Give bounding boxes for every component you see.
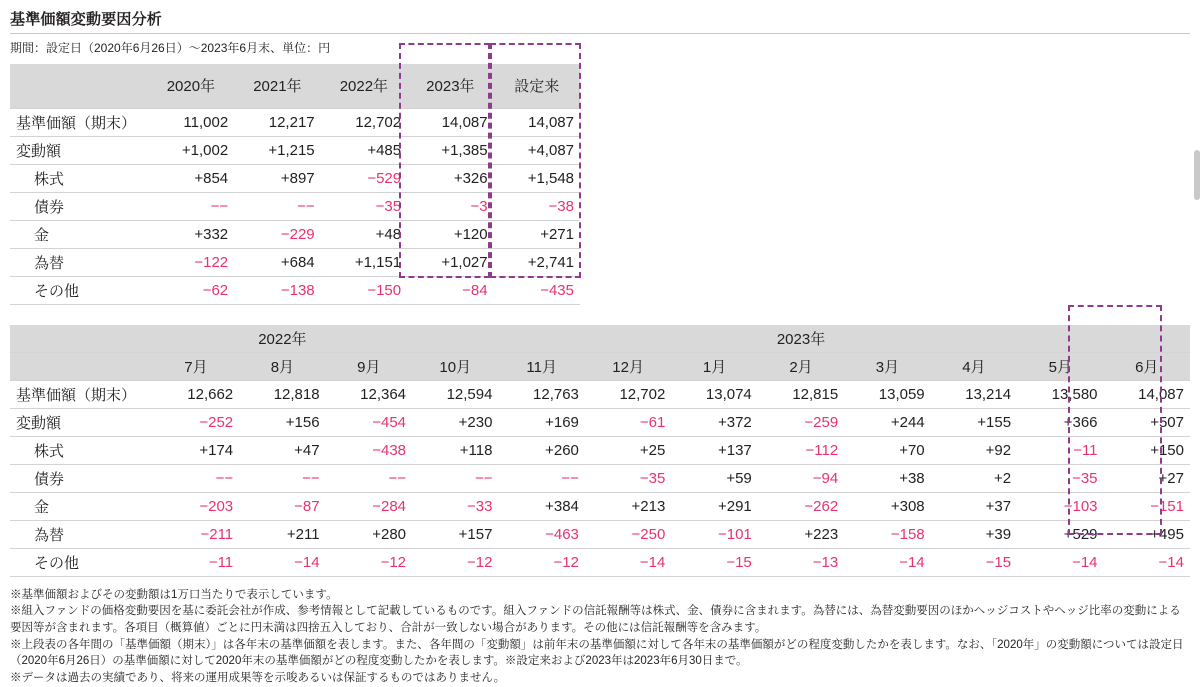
table-cell: −35 bbox=[585, 464, 671, 492]
table-cell: −87 bbox=[239, 492, 325, 520]
title-divider bbox=[10, 33, 1190, 34]
table-cell: 12,702 bbox=[321, 108, 407, 136]
table-cell: +48 bbox=[321, 220, 407, 248]
table-cell: −11 bbox=[1017, 436, 1103, 464]
table-cell: +2,741 bbox=[494, 248, 580, 276]
table-cell: −435 bbox=[494, 276, 580, 304]
table-cell: +372 bbox=[671, 408, 757, 436]
monthly-header-1月: 1月 bbox=[671, 352, 757, 380]
table-cell: −284 bbox=[326, 492, 412, 520]
table-cell: −62 bbox=[148, 276, 234, 304]
table-cell: −12 bbox=[412, 548, 498, 576]
table-cell: 12,818 bbox=[239, 380, 325, 408]
table-cell: 11,002 bbox=[148, 108, 234, 136]
monthly-header-7月: 7月 bbox=[153, 352, 239, 380]
annual-header-row bbox=[10, 64, 580, 108]
table-cell: −138 bbox=[234, 276, 320, 304]
table-cell: +308 bbox=[844, 492, 930, 520]
table-row bbox=[10, 492, 1190, 520]
monthly-header-2月: 2月 bbox=[758, 352, 844, 380]
table-cell: +70 bbox=[844, 436, 930, 464]
footnote-3: ※上段表の各年間の「基準価額（期末）」は各年末の基準価額を表します。また、各年間の「変動額」は前年末の基準価額に対して各年末の基準価額がどの程度変動したかを表します。なお、「2020年」の変動額については設定日（2020年6月26日）の基準価額に対して2020年末の基準価額がどの程度変動したかを表します。※設定来および2023年は2023年6月30日まで。 bbox=[10, 638, 1184, 668]
footnotes bbox=[10, 587, 1190, 687]
row-label: 金 bbox=[10, 220, 148, 248]
row-label: その他 bbox=[10, 548, 153, 576]
annual-header-2021: 2021年 bbox=[234, 64, 320, 108]
monthly-header-6月: 6月 bbox=[1104, 352, 1190, 380]
monthly-header-corner bbox=[10, 325, 153, 353]
monthly-factor-table bbox=[10, 325, 1190, 577]
row-label: その他 bbox=[10, 276, 148, 304]
table-cell: 12,594 bbox=[412, 380, 498, 408]
table-cell: −101 bbox=[671, 520, 757, 548]
monthly-year-group-row bbox=[10, 325, 1190, 353]
row-label: 債券 bbox=[10, 192, 148, 220]
table-cell: −250 bbox=[585, 520, 671, 548]
table-row bbox=[10, 520, 1190, 548]
monthly-header-11月: 11月 bbox=[498, 352, 584, 380]
table-cell: +260 bbox=[498, 436, 584, 464]
table-cell: −61 bbox=[585, 408, 671, 436]
table-cell: +38 bbox=[844, 464, 930, 492]
table-cell: −35 bbox=[1017, 464, 1103, 492]
table-cell: +4,087 bbox=[494, 136, 580, 164]
table-row bbox=[10, 108, 580, 136]
table-cell: +1,151 bbox=[321, 248, 407, 276]
table-cell: −84 bbox=[407, 276, 493, 304]
table-row bbox=[10, 220, 580, 248]
table-cell: −3 bbox=[407, 192, 493, 220]
table-cell: 13,074 bbox=[671, 380, 757, 408]
table-row bbox=[10, 192, 580, 220]
table-cell: 12,815 bbox=[758, 380, 844, 408]
table-cell: +2 bbox=[931, 464, 1017, 492]
table-cell: −262 bbox=[758, 492, 844, 520]
annual-header-2022: 2022年 bbox=[321, 64, 407, 108]
monthly-header-12月: 12月 bbox=[585, 352, 671, 380]
row-label: 金 bbox=[10, 492, 153, 520]
table-cell: +271 bbox=[494, 220, 580, 248]
table-cell: −454 bbox=[326, 408, 412, 436]
table-cell: −14 bbox=[844, 548, 930, 576]
monthly-header-5月: 5月 bbox=[1017, 352, 1103, 380]
annual-table-body bbox=[10, 108, 580, 304]
table-cell: −15 bbox=[671, 548, 757, 576]
annual-header-corner bbox=[10, 64, 148, 108]
annual-factor-table bbox=[10, 64, 580, 305]
table-cell: 12,702 bbox=[585, 380, 671, 408]
row-label: 株式 bbox=[10, 436, 153, 464]
table-cell: +156 bbox=[239, 408, 325, 436]
table-cell: +1,385 bbox=[407, 136, 493, 164]
page-subtitle: 期間：設定日（2020年6月26日）〜2023年6月末、単位：円 bbox=[10, 41, 331, 55]
table-cell: −12 bbox=[326, 548, 412, 576]
table-row bbox=[10, 164, 580, 192]
table-cell: −259 bbox=[758, 408, 844, 436]
table-row bbox=[10, 276, 580, 304]
table-cell: +118 bbox=[412, 436, 498, 464]
table-cell: −15 bbox=[931, 548, 1017, 576]
table-cell: −150 bbox=[321, 276, 407, 304]
table-cell: −529 bbox=[321, 164, 407, 192]
table-cell: −94 bbox=[758, 464, 844, 492]
table-cell: −− bbox=[234, 192, 320, 220]
monthly-header-8月: 8月 bbox=[239, 352, 325, 380]
table-cell: +897 bbox=[234, 164, 320, 192]
table-cell: 14,087 bbox=[494, 108, 580, 136]
table-cell: −103 bbox=[1017, 492, 1103, 520]
row-label: 基準価額（期末） bbox=[10, 380, 153, 408]
table-cell: +485 bbox=[321, 136, 407, 164]
table-cell: +244 bbox=[844, 408, 930, 436]
row-label: 債券 bbox=[10, 464, 153, 492]
table-row bbox=[10, 248, 580, 276]
table-cell: +1,002 bbox=[148, 136, 234, 164]
footnote-2: ※組入ファンドの価格変動要因を基に委託会社が作成、参考情報として記載しているものです。組入ファンドの信託報酬等は株式、金、債券に含まれます。為替には、為替変動要因のほかヘッジコストやヘッジ比率の変動による要因等が含まれます。各項目（概算値）ごとに円未満は四捨五入しており、合計が一致しない場合があります。その他には信託報酬等を含みます。 bbox=[10, 605, 1181, 634]
table-cell: −12 bbox=[498, 548, 584, 576]
monthly-group-2023: 2023年 bbox=[412, 325, 1190, 353]
table-cell: +27 bbox=[1104, 464, 1190, 492]
table-cell: +157 bbox=[412, 520, 498, 548]
row-label: 変動額 bbox=[10, 408, 153, 436]
monthly-table-body bbox=[10, 380, 1190, 576]
table-cell: +37 bbox=[931, 492, 1017, 520]
table-row bbox=[10, 436, 1190, 464]
table-cell: 12,662 bbox=[153, 380, 239, 408]
table-cell: +92 bbox=[931, 436, 1017, 464]
table-cell: +59 bbox=[671, 464, 757, 492]
table-cell: +529 bbox=[1017, 520, 1103, 548]
table-cell: −− bbox=[153, 464, 239, 492]
monthly-header-9月: 9月 bbox=[326, 352, 412, 380]
table-cell: +155 bbox=[931, 408, 1017, 436]
annual-table-head bbox=[10, 64, 580, 108]
table-cell: +326 bbox=[407, 164, 493, 192]
table-cell: +507 bbox=[1104, 408, 1190, 436]
row-label: 変動額 bbox=[10, 136, 148, 164]
table-cell: +280 bbox=[326, 520, 412, 548]
table-cell: +25 bbox=[585, 436, 671, 464]
row-label: 基準価額（期末） bbox=[10, 108, 148, 136]
table-cell: −252 bbox=[153, 408, 239, 436]
table-cell: 13,059 bbox=[844, 380, 930, 408]
table-cell: −38 bbox=[494, 192, 580, 220]
row-label: 株式 bbox=[10, 164, 148, 192]
monthly-table-head bbox=[10, 325, 1190, 381]
table-cell: −− bbox=[239, 464, 325, 492]
scrollbar-thumb[interactable] bbox=[1194, 150, 1200, 200]
monthly-header-10月: 10月 bbox=[412, 352, 498, 380]
row-label: 為替 bbox=[10, 520, 153, 548]
table-cell: −122 bbox=[148, 248, 234, 276]
table-cell: −203 bbox=[153, 492, 239, 520]
table-cell: +384 bbox=[498, 492, 584, 520]
footnote-1: ※基準価額およびその変動額は1万口当たりで表示しています。 bbox=[10, 588, 338, 601]
table-cell: −14 bbox=[239, 548, 325, 576]
monthly-month-corner bbox=[10, 352, 153, 380]
table-cell: −229 bbox=[234, 220, 320, 248]
annual-header-since-inception: 設定来 bbox=[494, 64, 580, 108]
table-row bbox=[10, 408, 1190, 436]
table-cell: −112 bbox=[758, 436, 844, 464]
table-cell: +174 bbox=[153, 436, 239, 464]
table-cell: −14 bbox=[1104, 548, 1190, 576]
table-row bbox=[10, 136, 580, 164]
table-cell: +684 bbox=[234, 248, 320, 276]
table-cell: +169 bbox=[498, 408, 584, 436]
table-cell: 13,214 bbox=[931, 380, 1017, 408]
table-row bbox=[10, 380, 1190, 408]
table-cell: +1,215 bbox=[234, 136, 320, 164]
table-cell: −− bbox=[412, 464, 498, 492]
table-cell: 12,364 bbox=[326, 380, 412, 408]
table-cell: −− bbox=[326, 464, 412, 492]
table-cell: −158 bbox=[844, 520, 930, 548]
page-title: 基準価額変動要因分析 bbox=[10, 11, 163, 28]
table-cell: −438 bbox=[326, 436, 412, 464]
monthly-header-3月: 3月 bbox=[844, 352, 930, 380]
table-cell: −463 bbox=[498, 520, 584, 548]
table-cell: +211 bbox=[239, 520, 325, 548]
annual-header-2020: 2020年 bbox=[148, 64, 234, 108]
monthly-month-row bbox=[10, 352, 1190, 380]
monthly-group-2022: 2022年 bbox=[153, 325, 412, 353]
table-cell: +291 bbox=[671, 492, 757, 520]
footnote-4: ※データは過去の実績であり、将来の運用成果等を示唆あるいは保証するものではありません。 bbox=[10, 671, 506, 684]
table-cell: +223 bbox=[758, 520, 844, 548]
table-cell: −− bbox=[498, 464, 584, 492]
table-cell: 12,217 bbox=[234, 108, 320, 136]
table-cell: 12,763 bbox=[498, 380, 584, 408]
monthly-header-4月: 4月 bbox=[931, 352, 1017, 380]
table-cell: +1,027 bbox=[407, 248, 493, 276]
table-cell: +495 bbox=[1104, 520, 1190, 548]
table-cell: 13,580 bbox=[1017, 380, 1103, 408]
table-cell: −35 bbox=[321, 192, 407, 220]
table-cell: 14,087 bbox=[1104, 380, 1190, 408]
table-cell: +47 bbox=[239, 436, 325, 464]
table-cell: −13 bbox=[758, 548, 844, 576]
table-cell: +213 bbox=[585, 492, 671, 520]
annual-header-2023: 2023年 bbox=[407, 64, 493, 108]
table-cell: +366 bbox=[1017, 408, 1103, 436]
table-cell: +39 bbox=[931, 520, 1017, 548]
table-cell: +332 bbox=[148, 220, 234, 248]
table-cell: +150 bbox=[1104, 436, 1190, 464]
table-cell: 14,087 bbox=[407, 108, 493, 136]
table-row bbox=[10, 548, 1190, 576]
table-cell: +230 bbox=[412, 408, 498, 436]
table-cell: −14 bbox=[1017, 548, 1103, 576]
table-cell: −33 bbox=[412, 492, 498, 520]
table-cell: +120 bbox=[407, 220, 493, 248]
table-cell: +137 bbox=[671, 436, 757, 464]
table-cell: +854 bbox=[148, 164, 234, 192]
table-cell: −11 bbox=[153, 548, 239, 576]
table-cell: −151 bbox=[1104, 492, 1190, 520]
table-cell: −14 bbox=[585, 548, 671, 576]
table-cell: −211 bbox=[153, 520, 239, 548]
table-cell: +1,548 bbox=[494, 164, 580, 192]
row-label: 為替 bbox=[10, 248, 148, 276]
table-cell: −− bbox=[148, 192, 234, 220]
table-row bbox=[10, 464, 1190, 492]
